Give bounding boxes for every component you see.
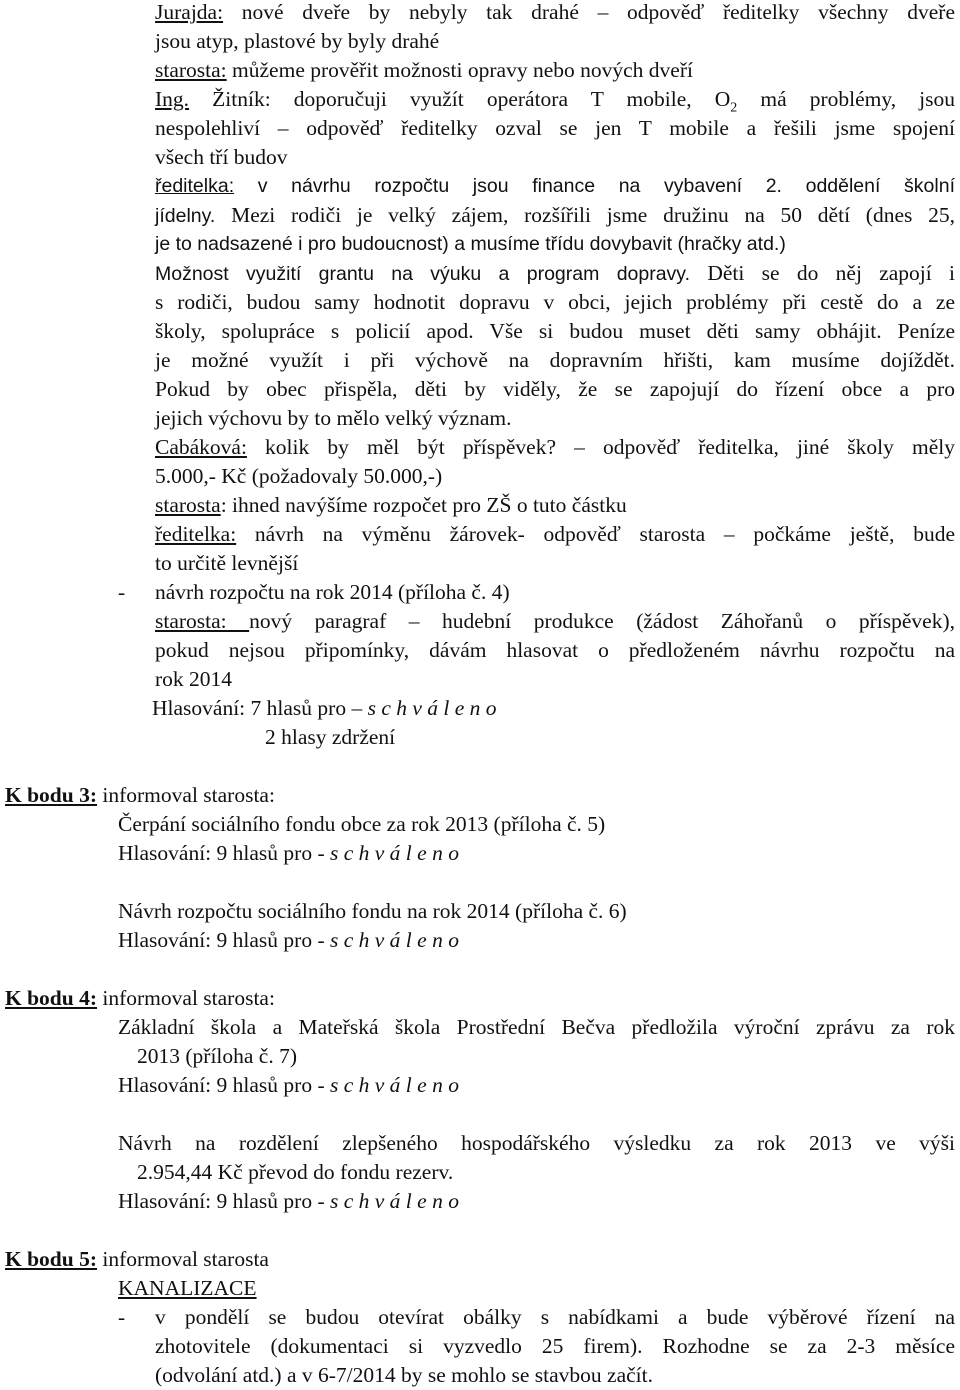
section-label: K bodu 5: <box>5 1247 98 1271</box>
text-span: Mezi rodiči je velký zájem, rozšířili jsme družinu na 50 dětí (dnes 25, <box>215 203 955 227</box>
section-label: K bodu 4: <box>5 986 98 1010</box>
section-label: K bodu 3: <box>5 783 98 807</box>
text-line: Čerpání sociálního fondu obce za rok 2013 (příloha č. 5) <box>118 812 606 836</box>
text-line: rok 2014 <box>155 667 233 691</box>
section-info: informoval starosta <box>97 1247 269 1271</box>
section-info: informoval starosta: <box>97 986 275 1010</box>
speaker-name: Ing. <box>155 87 190 111</box>
vote-label: Hlasování: 9 hlasů pro - <box>118 841 330 865</box>
vote-line <box>152 694 497 723</box>
text-line: (odvolání atd.) a v 6-7/2014 by se mohlo se stavbou začít. <box>155 1363 653 1387</box>
vote-result: s c h v á l e n o <box>329 841 459 865</box>
text-span: jídelny. <box>155 205 216 227</box>
vote-label: Hlasování: 9 hlasů pro - <box>118 1073 330 1097</box>
text-line <box>155 607 955 636</box>
text-line: Základní škola a Mateřská škola Prostřední Bečva předložila výroční zprávu za rok <box>118 1015 955 1039</box>
text-line: Návrh rozpočtu sociálního fondu na rok 2014 (příloha č. 6) <box>118 899 627 923</box>
section-heading <box>5 781 275 810</box>
text-line: s rodiči, budou samy hodnotit dopravu v obci, jejich problémy při cestě do a ze <box>155 290 955 314</box>
vote-line <box>118 1071 459 1100</box>
vote-line <box>118 839 459 868</box>
vote-result: s c h v á l e n o <box>329 1073 459 1097</box>
speaker-name: starosta: <box>155 58 227 82</box>
vote-result: s c h v á l e n o <box>329 1189 459 1213</box>
text-span: návrh na výměnu žárovek- odpověď starosta – počkáme ještě, bude <box>236 522 955 546</box>
text-span: Žitník: doporučuji využít operátora T mobile, O <box>189 87 731 111</box>
text-line: všech tří budov <box>155 145 288 169</box>
vote-label: Hlasování: 9 hlasů pro - <box>118 928 330 952</box>
vote-result: s c h v á l e n o <box>329 928 459 952</box>
text-line <box>155 520 955 549</box>
speaker-name: starosta: <box>155 609 250 633</box>
text-span: kolik by měl být příspěvek? – odpověď ředitelka, jiné školy měly <box>246 435 955 459</box>
text-line: je možné využít i při výchově na dopravním hřišti, kam musíme dojíždět. <box>155 348 955 372</box>
text-line <box>155 433 955 462</box>
text-line: to určitě levnější <box>155 551 299 575</box>
section-heading <box>5 984 275 1013</box>
text-line <box>155 172 955 201</box>
text-line: 2.954,44 Kč převod do fondu rezerv. <box>137 1160 454 1184</box>
text-line <box>155 85 955 114</box>
vote-line <box>118 1187 459 1216</box>
list-bullet: - <box>118 1305 126 1329</box>
text-span: můžeme prověřit možnosti opravy nebo nových dveří <box>226 58 693 82</box>
speaker-name: starosta <box>155 493 221 517</box>
vote-result: s c h v á l e n o <box>367 696 497 720</box>
text-span: : ihned navýšíme rozpočet pro ZŠ o tuto částku <box>220 493 627 517</box>
text-line: je to nadsazené i pro budoucnost) a musíme třídu dovybavit (hračky atd.) <box>155 233 786 255</box>
vote-line <box>118 926 459 955</box>
text-line: v pondělí se budou otevírat obálky s nabídkami a bude výběrové řízení na <box>155 1305 955 1329</box>
text-span: nový paragraf – hudební produkce (žádost Záhořanů o příspěvek), <box>249 609 955 633</box>
text-span: Děti se do něj zapojí i <box>690 261 956 285</box>
list-item: návrh rozpočtu na rok 2014 (příloha č. 4) <box>155 580 510 604</box>
text-line: jsou atyp, plastové by byly drahé <box>155 29 440 53</box>
text-line: Pokud by obec přispěla, děti by viděly, že se zapojují do řízení obce a pro <box>155 377 955 401</box>
vote-label: Hlasování: 9 hlasů pro - <box>118 1189 330 1213</box>
subsection-heading: KANALIZACE <box>118 1276 257 1300</box>
speaker-name: Jurajda: <box>155 0 224 24</box>
text-line: 5.000,- Kč (požadovaly 50.000,-) <box>155 464 443 488</box>
text-span: má problémy, jsou <box>737 87 956 111</box>
text-line: školy, spolupráce s policií apod. Vše si budou muset děti samy obhájit. Peníze <box>155 319 955 343</box>
section-heading <box>5 1245 269 1274</box>
text-line: jejich výchovu by to mělo velký význam. <box>155 406 512 430</box>
speaker-name: ředitelka: <box>155 522 237 546</box>
text-line <box>155 56 693 85</box>
abstention-line: 2 hlasy zdržení <box>265 725 396 749</box>
text-line <box>155 201 955 231</box>
text-span: v návrhu rozpočtu jsou finance na vybavení 2. oddělení školní <box>234 175 955 197</box>
text-line <box>155 259 955 289</box>
subscript: 2 <box>730 100 738 116</box>
text-line: Návrh na rozdělení zlepšeného hospodářského výsledku za rok 2013 ve výši <box>118 1131 955 1155</box>
text-span: nové dveře by nebyly tak drahé – odpověď ředitelky všechny dveře <box>223 0 955 24</box>
text-line: 2013 (příloha č. 7) <box>137 1044 298 1068</box>
vote-label: Hlasování: 7 hlasů pro – <box>152 696 368 720</box>
speaker-name: ředitelka: <box>155 175 235 197</box>
text-line: zhotovitele (dokumentaci si vyzvedlo 25 firem). Rozhodne se za 2-3 měsíce <box>155 1334 955 1358</box>
section-info: informoval starosta: <box>97 783 275 807</box>
list-bullet: - <box>118 580 126 604</box>
text-line: pokud nejsou připomínky, dávám hlasovat o předloženém návrhu rozpočtu na <box>155 638 955 662</box>
text-span: Možnost využití grantu na výuku a program dopravy. <box>155 263 691 285</box>
text-line <box>155 0 955 27</box>
speaker-name: Cabáková: <box>155 435 247 459</box>
text-line <box>155 491 627 520</box>
text-line: nespolehliví – odpověď ředitelky ozval se jen T mobile a řešili jsme spojení <box>155 116 955 140</box>
